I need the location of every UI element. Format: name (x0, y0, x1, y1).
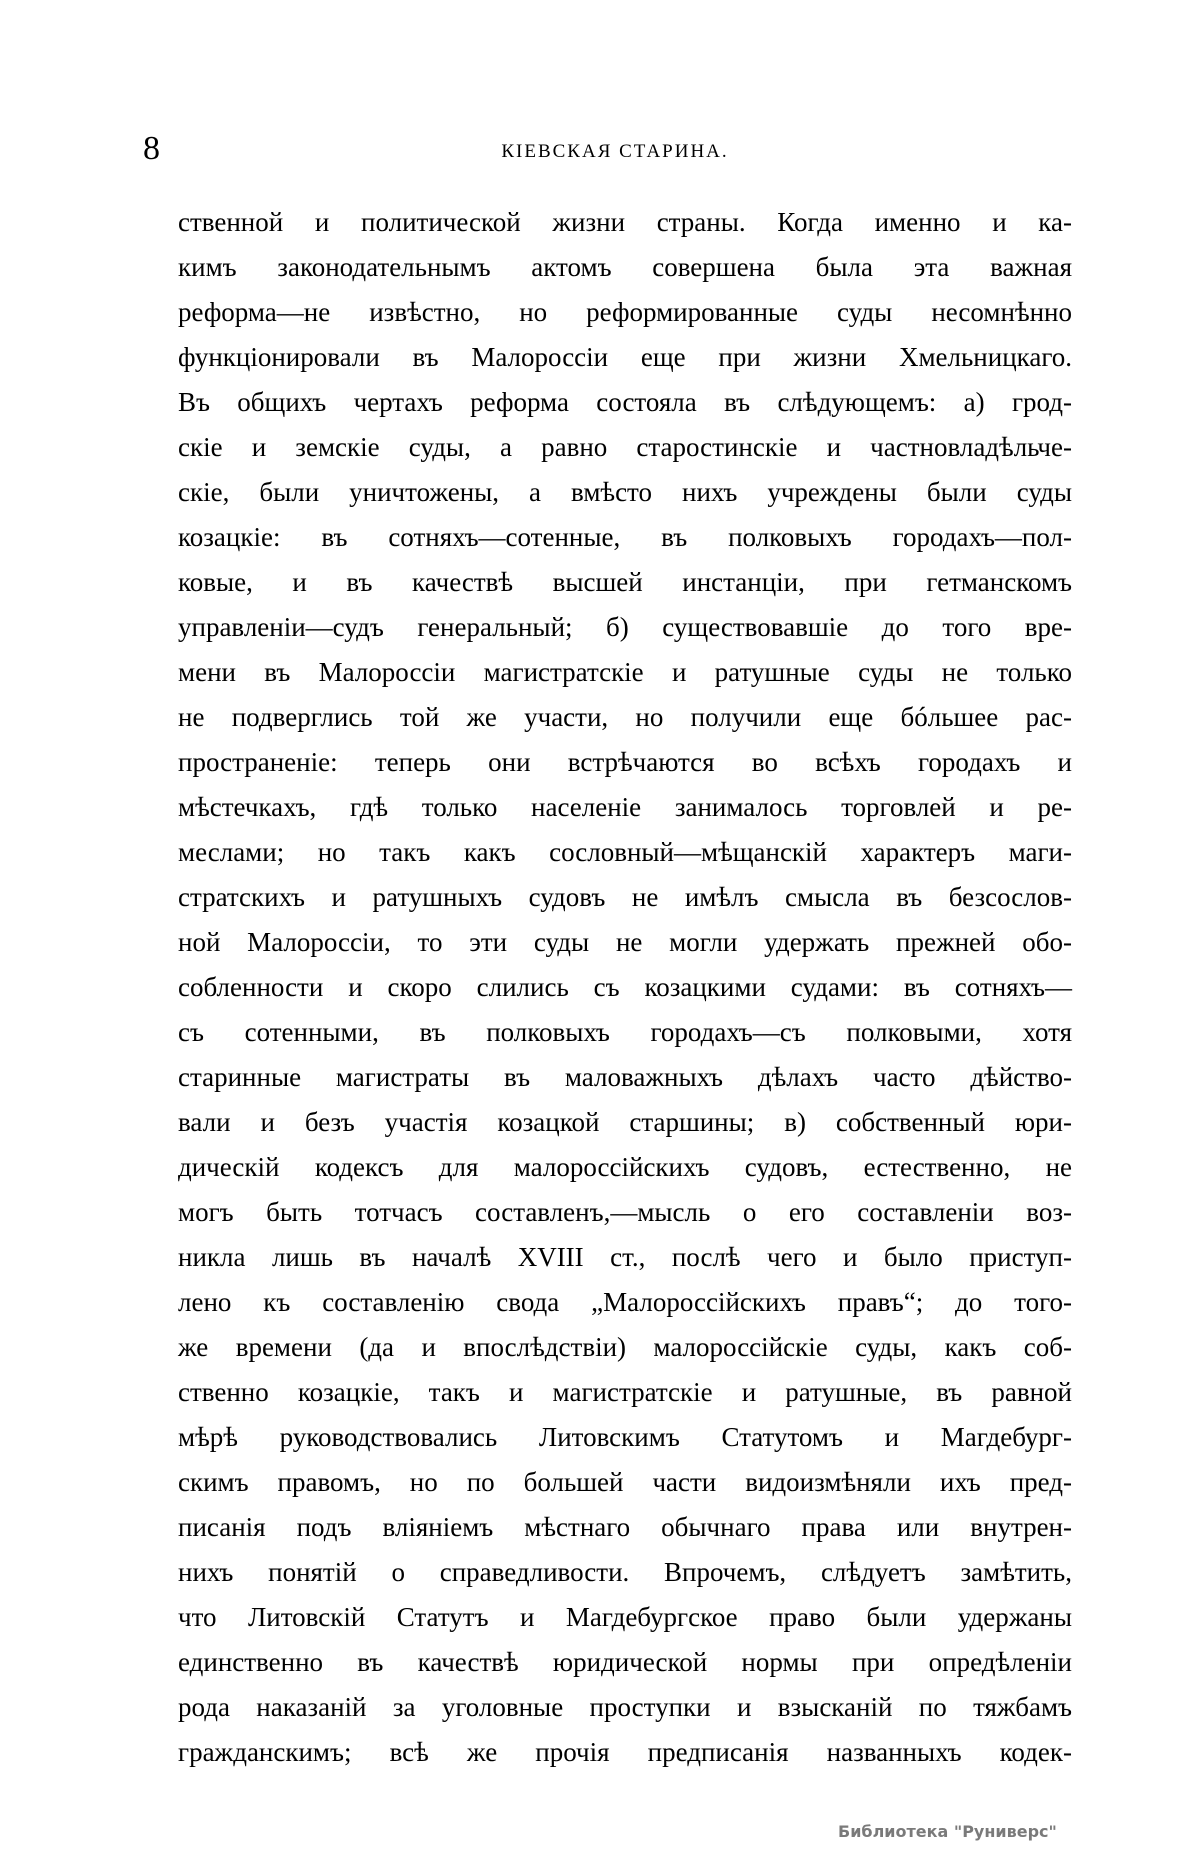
text-line (178, 1415, 1072, 1460)
text-line-content: вали и безъ участія козацкой старшины; в) собственный юри- (178, 1107, 1072, 1137)
text-line-content: никла лишь въ началѣ XVIII ст., послѣ чего и было приступ- (178, 1242, 1072, 1272)
text-line-content: же времени (да и впослѣдствіи) малороссійскіе суды, какъ соб- (178, 1332, 1072, 1362)
text-line-content: реформа—не извѣстно, но реформированные суды несомнѣнно (178, 297, 1072, 327)
text-line-content: мѣрѣ руководствовались Литовскимъ Статутомъ и Магдебург- (178, 1422, 1072, 1452)
text-line (178, 515, 1072, 560)
text-line-content: не подверглись той же участи, но получили еще бóльшее рас- (178, 702, 1072, 732)
text-line (178, 1595, 1072, 1640)
text-line-content: единственно въ качествѣ юридической нормы при опредѣленіи (178, 1647, 1072, 1677)
text-line-content: ственной и политической жизни страны. Когда именно и ка- (178, 207, 1072, 237)
text-line (178, 1460, 1072, 1505)
text-line (178, 1145, 1072, 1190)
text-line (178, 335, 1072, 380)
body-text (178, 200, 1072, 1775)
text-line (178, 740, 1072, 785)
running-title: КІЕВСКАЯ СТАРИНА. (501, 141, 729, 162)
text-line (178, 920, 1072, 965)
text-line (178, 1730, 1072, 1775)
text-line (178, 380, 1072, 425)
text-line-content: рода наказаній за уголовные проступки и взысканій по тяжбамъ (178, 1692, 1072, 1722)
page-number: 8 (143, 130, 160, 167)
text-line (178, 785, 1072, 830)
text-line (178, 1235, 1072, 1280)
text-line (178, 965, 1072, 1010)
text-line (178, 605, 1072, 650)
text-line-content: старинные магистраты въ маловажныхъ дѣлахъ часто дѣйство- (178, 1062, 1072, 1092)
text-line (178, 470, 1072, 515)
text-line-content: Въ общихъ чертахъ реформа состояла въ слѣдующемъ: а) грод- (178, 387, 1072, 417)
text-line (178, 1640, 1072, 1685)
text-line-content: управленіи—судъ генеральный; б) существовавшіе до того вре- (178, 612, 1072, 642)
text-line-content: скимъ правомъ, но по большей части видоизмѣняли ихъ пред- (178, 1467, 1072, 1497)
text-line-content: лено къ составленію свода „Малороссійскихъ правъ“; до того- (178, 1287, 1072, 1317)
text-line (178, 245, 1072, 290)
text-line (178, 1550, 1072, 1595)
text-line-content: мѣстечкахъ, гдѣ только населеніе занималось торговлей и ре- (178, 792, 1072, 822)
text-line-content: козацкіе: въ сотняхъ—сотенные, въ полковыхъ городахъ—пол- (178, 522, 1072, 552)
text-line (178, 1010, 1072, 1055)
text-line (178, 1100, 1072, 1145)
text-line-content: пространеніе: теперь они встрѣчаются во всѣхъ городахъ и (178, 747, 1072, 777)
text-line (178, 200, 1072, 245)
text-line-content: что Литовскій Статутъ и Магдебургское право были удержаны (178, 1602, 1072, 1632)
text-line-content: скіе, были уничтожены, а вмѣсто нихъ учреждены были суды (178, 477, 1072, 507)
text-line-content: скіе и земскіе суды, а равно старостинскіе и частновладѣльче- (178, 432, 1072, 462)
text-line-content: съ сотенными, въ полковыхъ городахъ—съ полковыми, хотя (178, 1017, 1072, 1047)
text-line-content: нихъ понятій о справедливости. Впрочемъ, слѣдуетъ замѣтить, (178, 1557, 1072, 1587)
text-line (178, 1370, 1072, 1415)
library-watermark: Библиотека "Руниверс" (838, 1822, 1057, 1841)
text-line (178, 560, 1072, 605)
text-line-content: ковые, и въ качествѣ высшей инстанціи, при гетманскомъ (178, 567, 1072, 597)
text-line (178, 1325, 1072, 1370)
text-line (178, 875, 1072, 920)
text-line-content: гражданскимъ; всѣ же прочія предписанія названныхъ кодек- (178, 1737, 1072, 1767)
text-line-content: функціонировали въ Малороссіи еще при жизни Хмельницкаго. (178, 342, 1072, 372)
text-line-content: дическій кодексъ для малороссійскихъ судовъ, естественно, не (178, 1152, 1072, 1182)
text-line-content: писанія подъ вліяніемъ мѣстнаго обычнаго права или внутрен- (178, 1512, 1072, 1542)
text-line (178, 425, 1072, 470)
text-line-content: мени въ Малороссіи магистратскіе и ратушные суды не только (178, 657, 1072, 687)
text-line (178, 830, 1072, 875)
text-line (178, 1280, 1072, 1325)
text-line (178, 1505, 1072, 1550)
text-line-content: меслами; но такъ какъ сословный—мѣщанскій характеръ маги- (178, 837, 1072, 867)
text-line-content: собленности и скоро слились съ козацкими судами: въ сотняхъ— (178, 972, 1072, 1002)
text-line-content: стратскихъ и ратушныхъ судовъ не имѣлъ смысла въ безсослов- (178, 882, 1072, 912)
text-line-content: могъ быть тотчасъ составленъ,—мысль о его составленіи воз- (178, 1197, 1072, 1227)
text-line (178, 695, 1072, 740)
text-line (178, 1055, 1072, 1100)
text-line-content: кимъ законодательнымъ актомъ совершена была эта важная (178, 252, 1072, 282)
text-line (178, 1685, 1072, 1730)
text-line (178, 290, 1072, 335)
text-line-content: ственно козацкіе, такъ и магистратскіе и ратушные, въ равной (178, 1377, 1072, 1407)
text-line (178, 650, 1072, 695)
text-line-content: ной Малороссіи, то эти суды не могли удержать прежней обо- (178, 927, 1072, 957)
text-line (178, 1190, 1072, 1235)
